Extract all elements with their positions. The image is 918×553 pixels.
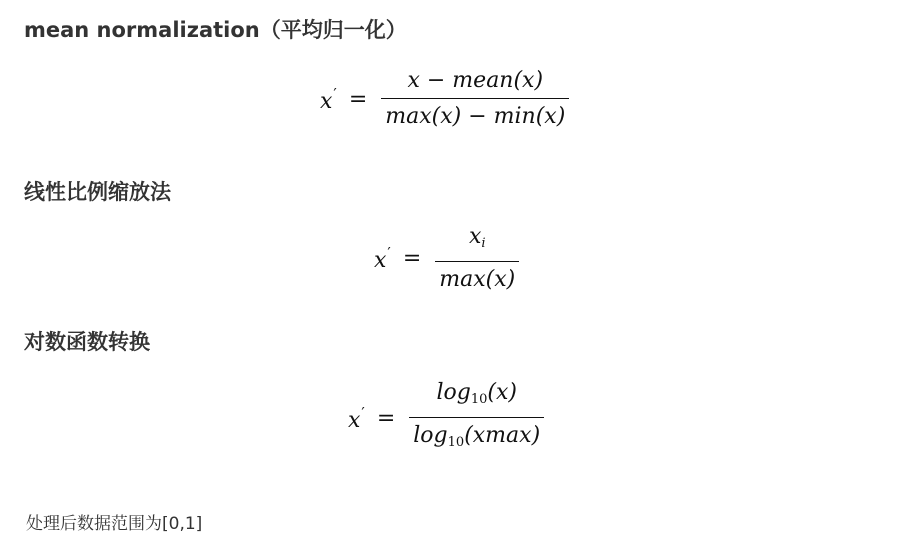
equals-sign: = [376, 405, 396, 431]
heading-linear-scaling: 线性比例缩放法 [24, 180, 171, 204]
equals-sign: = [348, 86, 368, 112]
formula-lhs: x′ [348, 403, 365, 433]
log-label: log [413, 423, 448, 448]
heading-log-transform: 对数函数转换 [24, 330, 150, 354]
range-note: 处理后数据范围为[0,1] [26, 514, 203, 534]
fraction-bar [435, 261, 519, 262]
formula-mean-normalization [320, 66, 569, 132]
fraction [435, 222, 519, 295]
denominator: max(x) [439, 267, 516, 292]
numerator: x − mean(x) [407, 68, 544, 93]
formula-lhs: x′ [374, 244, 391, 273]
denominator: $\log_{10}(xmax)$ [413, 423, 541, 450]
fraction [409, 378, 544, 458]
heading-mean-normalization: mean normalization（平均归一化） [24, 18, 407, 42]
formula-linear-scaling [374, 222, 519, 295]
equals-sign: = [402, 246, 422, 271]
numerator: $x_i$ [468, 224, 486, 251]
formula-lhs: x′ [320, 84, 337, 114]
fraction-bar [381, 98, 569, 99]
formula-log-transform [348, 378, 544, 458]
numerator: $\log_{10}(x)$ [436, 380, 517, 407]
fraction [381, 66, 569, 132]
denominator: max(x) − min(x) [385, 104, 566, 129]
fraction-bar [409, 417, 544, 418]
